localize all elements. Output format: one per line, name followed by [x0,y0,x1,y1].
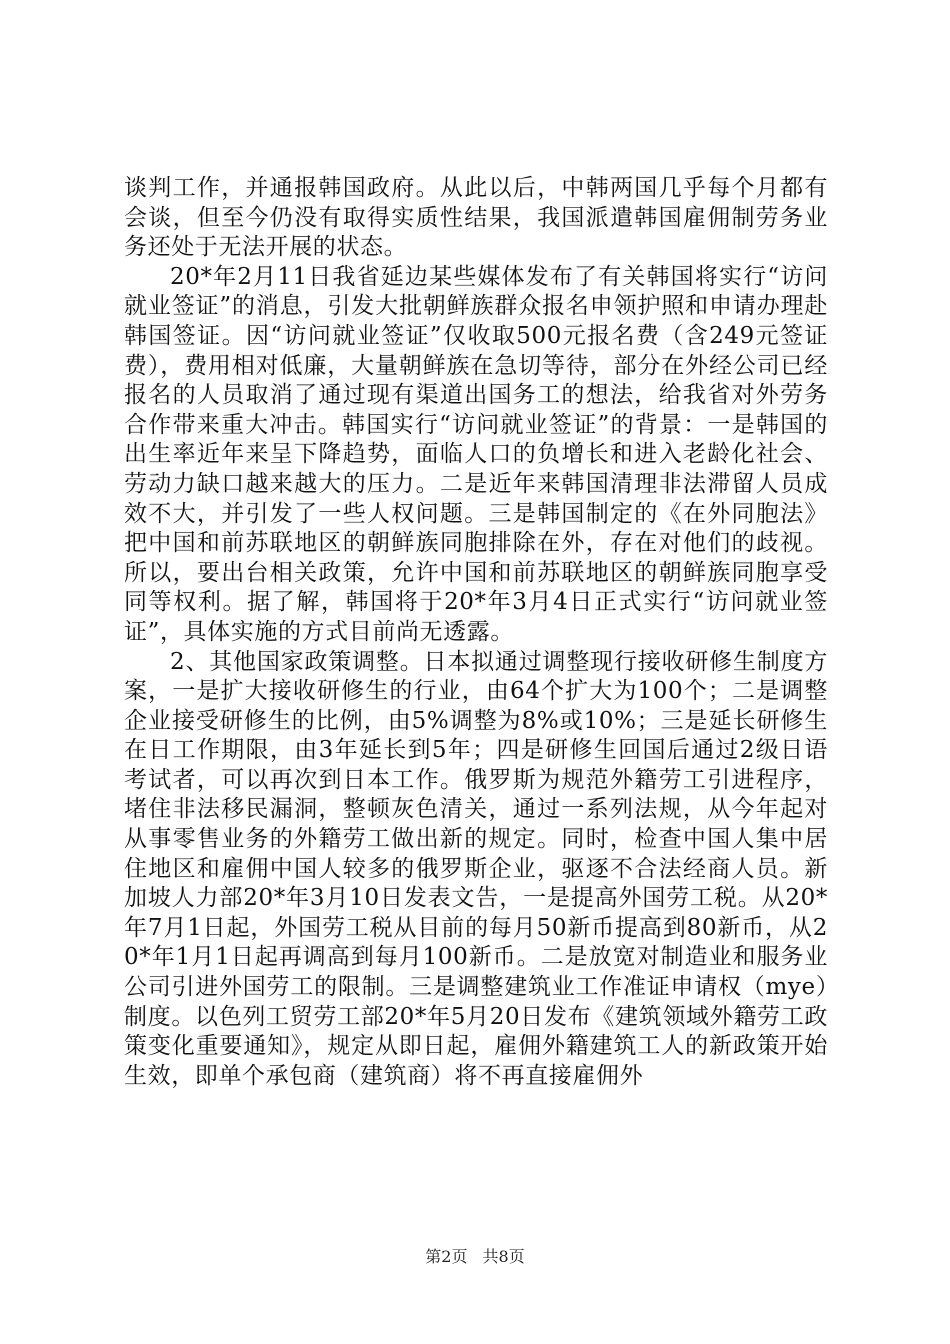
document-body [124,174,828,1091]
page-total: 共8页 [482,1247,525,1266]
paragraph-3: 2、其他国家政策调整。日本拟通过调整现行接收研修生制度方案，一是扩大接收研修生的行业，由64个扩大为100个；二是调整企业接受研修生的比例，由5%调整为8%或10%；三是延长研修生在日工作期限，由3年延长到5年；四是研修生回国后通过2级日语考试者，可以再次到日本工作。俄罗斯为规范外籍劳工引进程序，堵住非法移民漏洞，整顿灰色清关，通过一系列法规，从今年起对从事零售业务的外籍劳工做出新的规定。同时，检查中国人集中居住地区和雇佣中国人较多的俄罗斯企业，驱逐不合法经商人员。新加坡人力部20*年3月10日发表文告，一是提高外国劳工税。从20*年7月1日起，外国劳工税从目前的每月50新币提高到80新币，从20*年1月1日起再调高到每月100新币。二是放宽对制造业和服务业公司引进外国劳工的限制。三是调整建筑业工作准证申请权（mye）制度。以色列工贸劳工部20*年5月20日发布《建筑领域外籍劳工政策变化重要通知》，规定从即日起，雇佣外籍建筑工人的新政策开始生效，即单个承包商（建筑商）将不再直接雇佣外 [124,648,828,1089]
paragraph-1: 谈判工作，并通报韩国政府。从此以后，中韩两国几乎每个月都有会谈，但至今仍没有取得实质性结果，我国派遣韩国雇佣制劳务业务还处于无法开展的状态。 [124,175,828,261]
page-footer [0,1244,950,1267]
paragraph-2: 20*年2月11日我省延边某些媒体发布了有关韩国将实行“访问就业签证”的消息，引发大批朝鲜族群众报名申领护照和申请办理赴韩国签证。因“访问就业签证”仅收取500元报名费（含249元签证费），费用相对低廉，大量朝鲜族在急切等待，部分在外经公司已经报名的人员取消了通过现有渠道出国务工的想法，给我省对外劳务合作带来重大冲击。韩国实行“访问就业签证”的背景：一是韩国的出生率近年来呈下降趋势，面临人口的负增长和进入老龄化社会、劳动力缺口越来越大的压力。二是近年来韩国清理非法滞留人员成效不大，并引发了一些人权问题。三是韩国制定的《在外同胞法》把中国和前苏联地区的朝鲜族同胞排除在外，存在对他们的歧视。所以，要出台相关政策，允许中国和前苏联地区的朝鲜族同胞享受同等权利。据了解，韩国将于20*年3月4日正式实行“访问就业签证”，具体实施的方式目前尚无透露。 [124,263,828,645]
page-number: 第2页 [425,1247,468,1266]
